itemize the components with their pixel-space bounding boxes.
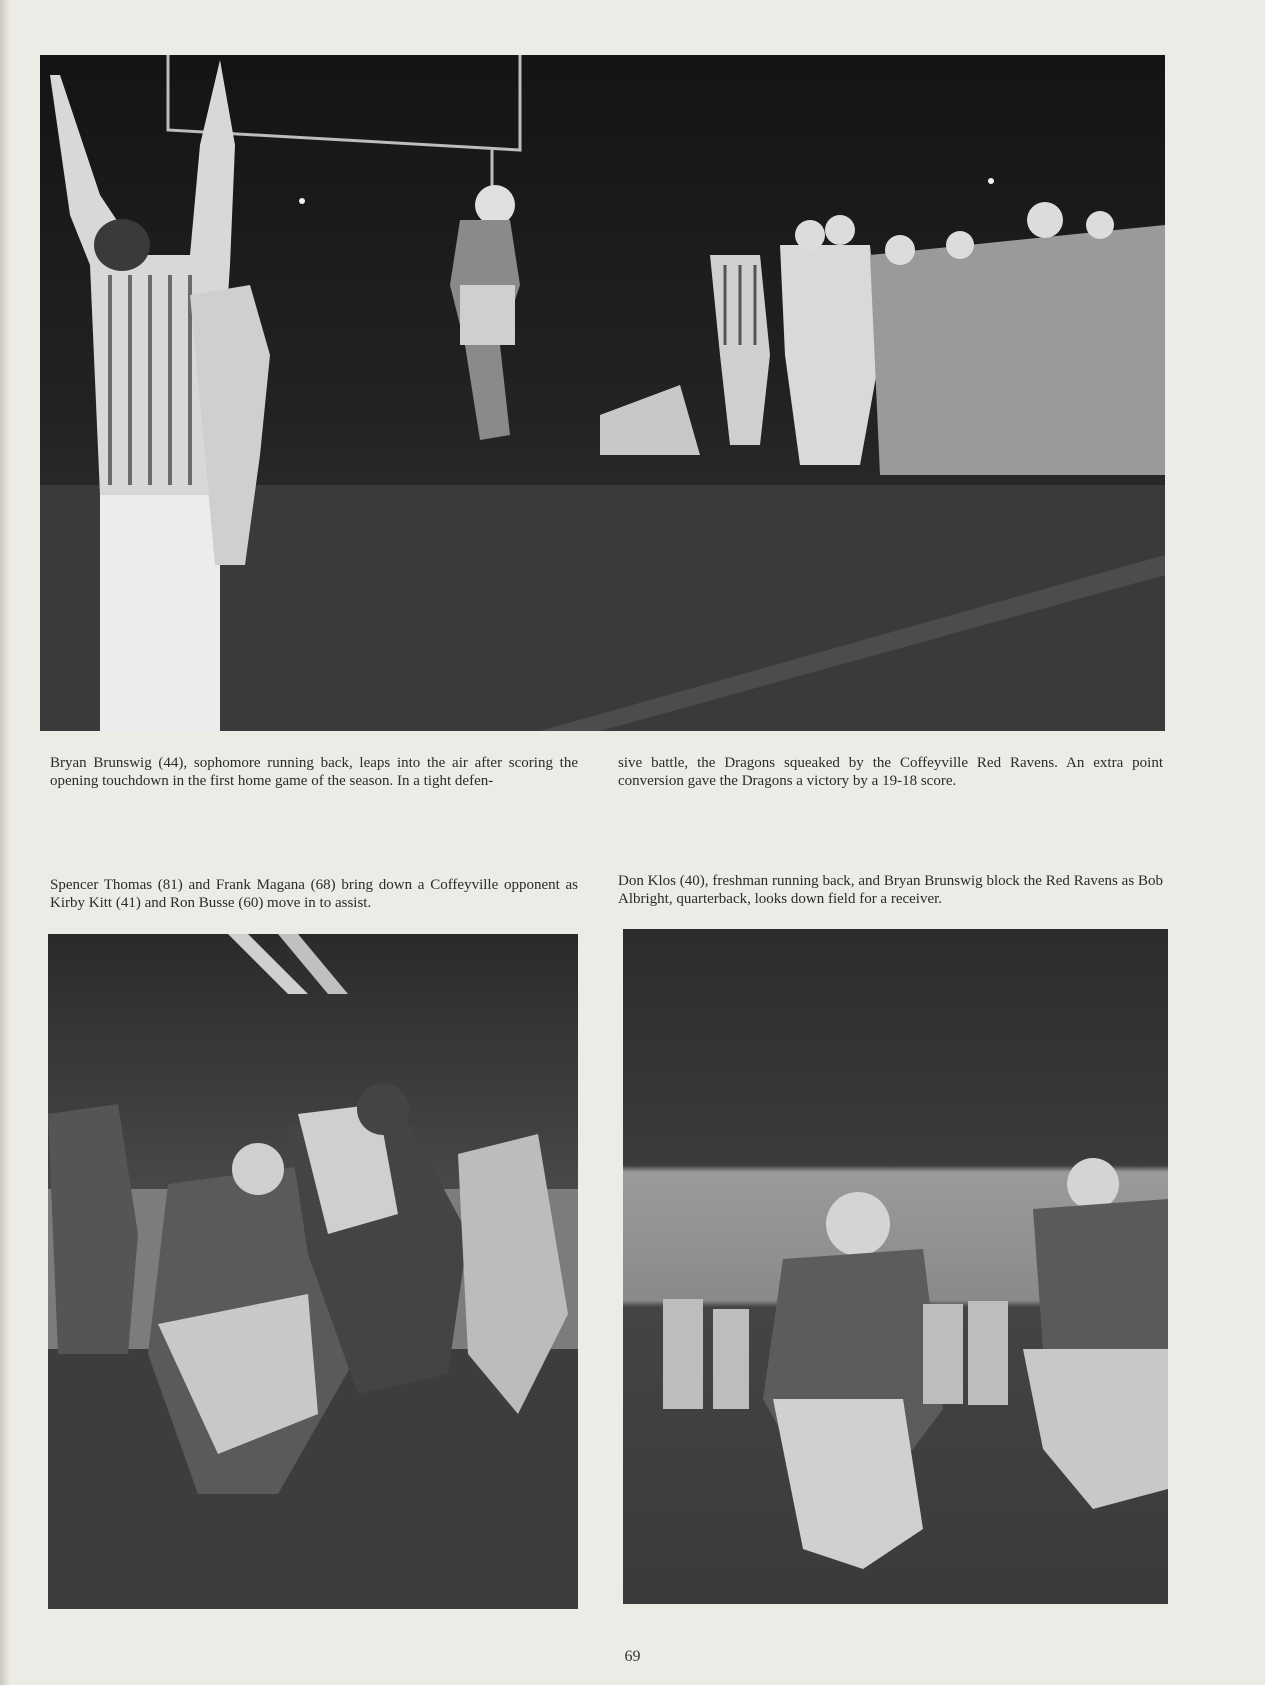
caption-tackle: Spencer Thomas (81) and Frank Magana (68) bring down a Coffeyville opponent as Kirby Kitt (41) and Ron Busse (60) move in to assist. [50,877,578,911]
caption-touchdown-part2: sive battle, the Dragons squeaked by the Coffeyville Red Ravens. An extra point conversion gave the Dragons a victory by a 19-18 score. [618,755,1163,789]
photo-quarterback [623,929,1168,1604]
photo-touchdown-image [40,55,1165,731]
photo-touchdown-night-game [40,55,1165,731]
photo-tackle [48,934,578,1609]
caption-touchdown-part1: Bryan Brunswig (44), sophomore running back, leaps into the air after scoring the opening touchdown in the first home game of the season. In a tight defen- [50,755,578,789]
page-edge-shadow [0,0,10,1685]
page-number: 69 [624,1648,641,1665]
photo-tackle-image [48,934,578,1609]
photo-quarterback-image [623,929,1168,1604]
caption-quarterback: Don Klos (40), freshman running back, and Bryan Brunswig block the Red Ravens as Bob Albright, quarterback, looks down field for a receiver. [618,873,1163,907]
